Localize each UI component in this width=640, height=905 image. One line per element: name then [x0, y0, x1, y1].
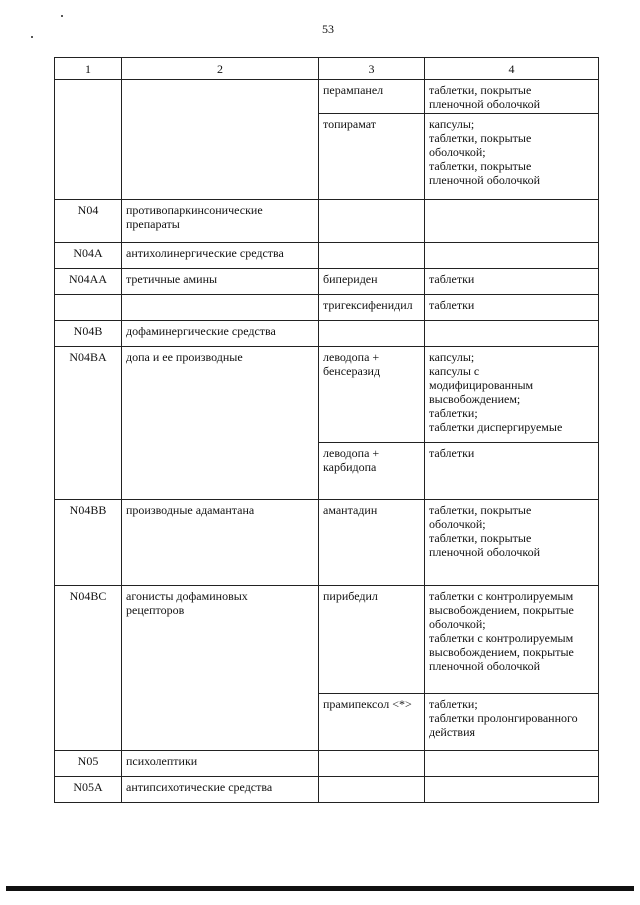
- drug-name-cell: [319, 751, 425, 777]
- table-row: [55, 243, 599, 269]
- group-name-cell: [122, 295, 319, 321]
- dosage-form-cell: таблетки: [425, 269, 599, 295]
- table-row: [55, 751, 599, 777]
- group-name-cell: допа и ее производные: [122, 347, 319, 500]
- scan-speck: [61, 15, 63, 17]
- dosage-form-cell: капсулы; капсулы с модифицированным высвобождением; таблетки; таблетки диспергируемые: [425, 347, 599, 443]
- table-row: [55, 80, 599, 114]
- dosage-form-cell: капсулы; таблетки, покрытые оболочкой; таблетки, покрытые пленочной оболочкой: [425, 114, 599, 200]
- table-row: [55, 586, 599, 694]
- atc-code-cell: N04: [55, 200, 122, 243]
- dosage-form-cell: таблетки: [425, 295, 599, 321]
- header-cell-3: 3: [319, 58, 425, 80]
- atc-code-cell: [55, 80, 122, 200]
- atc-code-cell: N04AA: [55, 269, 122, 295]
- dosage-form-cell: [425, 200, 599, 243]
- dosage-form-cell: таблетки с контролируемым высвобождением, покрытые оболочкой; таблетки с контролируемым высвобождением, покрытые пленочной оболочкой: [425, 586, 599, 694]
- dosage-form-cell: [425, 777, 599, 803]
- group-name-cell: антихолинергические средства: [122, 243, 319, 269]
- header-cell-4: 4: [425, 58, 599, 80]
- header-row: [55, 58, 599, 80]
- atc-code-cell: [55, 295, 122, 321]
- group-name-cell: дофаминергические средства: [122, 321, 319, 347]
- table-row: [55, 347, 599, 443]
- drug-name-cell: леводопа + бенсеразид: [319, 347, 425, 443]
- atc-code-cell: N05A: [55, 777, 122, 803]
- group-name-cell: психолептики: [122, 751, 319, 777]
- group-name-cell: антипсихотические средства: [122, 777, 319, 803]
- drug-name-cell: леводопа + карбидопа: [319, 443, 425, 500]
- drug-name-cell: амантадин: [319, 500, 425, 586]
- group-name-cell: третичные амины: [122, 269, 319, 295]
- dosage-form-cell: таблетки, покрытые пленочной оболочкой: [425, 80, 599, 114]
- page-number: 53: [322, 22, 334, 36]
- table-row: [55, 777, 599, 803]
- scan-bottom-border: [6, 886, 634, 891]
- atc-code-cell: N04BC: [55, 586, 122, 751]
- atc-code-cell: N04A: [55, 243, 122, 269]
- drug-name-cell: пирибедил: [319, 586, 425, 694]
- table-row: [55, 295, 599, 321]
- table-row: [55, 321, 599, 347]
- drug-name-cell: [319, 200, 425, 243]
- table-row: [55, 269, 599, 295]
- atc-code-cell: N04BA: [55, 347, 122, 500]
- table-row: [55, 200, 599, 243]
- group-name-cell: производные адамантана: [122, 500, 319, 586]
- dosage-form-cell: [425, 243, 599, 269]
- atc-code-cell: N05: [55, 751, 122, 777]
- group-name-cell: противопаркинсонические препараты: [122, 200, 319, 243]
- drug-name-cell: [319, 243, 425, 269]
- drug-name-cell: тригексифенидил: [319, 295, 425, 321]
- drug-name-cell: топирамат: [319, 114, 425, 200]
- drug-name-cell: бипериден: [319, 269, 425, 295]
- drug-name-cell: [319, 777, 425, 803]
- table-row: [55, 500, 599, 586]
- dosage-form-cell: [425, 321, 599, 347]
- group-name-cell: агонисты дофаминовых рецепторов: [122, 586, 319, 751]
- dosage-form-cell: [425, 751, 599, 777]
- atc-code-cell: N04B: [55, 321, 122, 347]
- dosage-form-cell: таблетки, покрытые оболочкой; таблетки, покрытые пленочной оболочкой: [425, 500, 599, 586]
- dosage-form-cell: таблетки: [425, 443, 599, 500]
- drug-name-cell: прамипексол <*>: [319, 694, 425, 751]
- drug-name-cell: [319, 321, 425, 347]
- header-cell-2: 2: [122, 58, 319, 80]
- medication-table: [54, 57, 599, 803]
- group-name-cell: [122, 80, 319, 200]
- dosage-form-cell: таблетки; таблетки пролонгированного действия: [425, 694, 599, 751]
- drug-name-cell: перампанел: [319, 80, 425, 114]
- atc-code-cell: N04BB: [55, 500, 122, 586]
- header-cell-1: 1: [55, 58, 122, 80]
